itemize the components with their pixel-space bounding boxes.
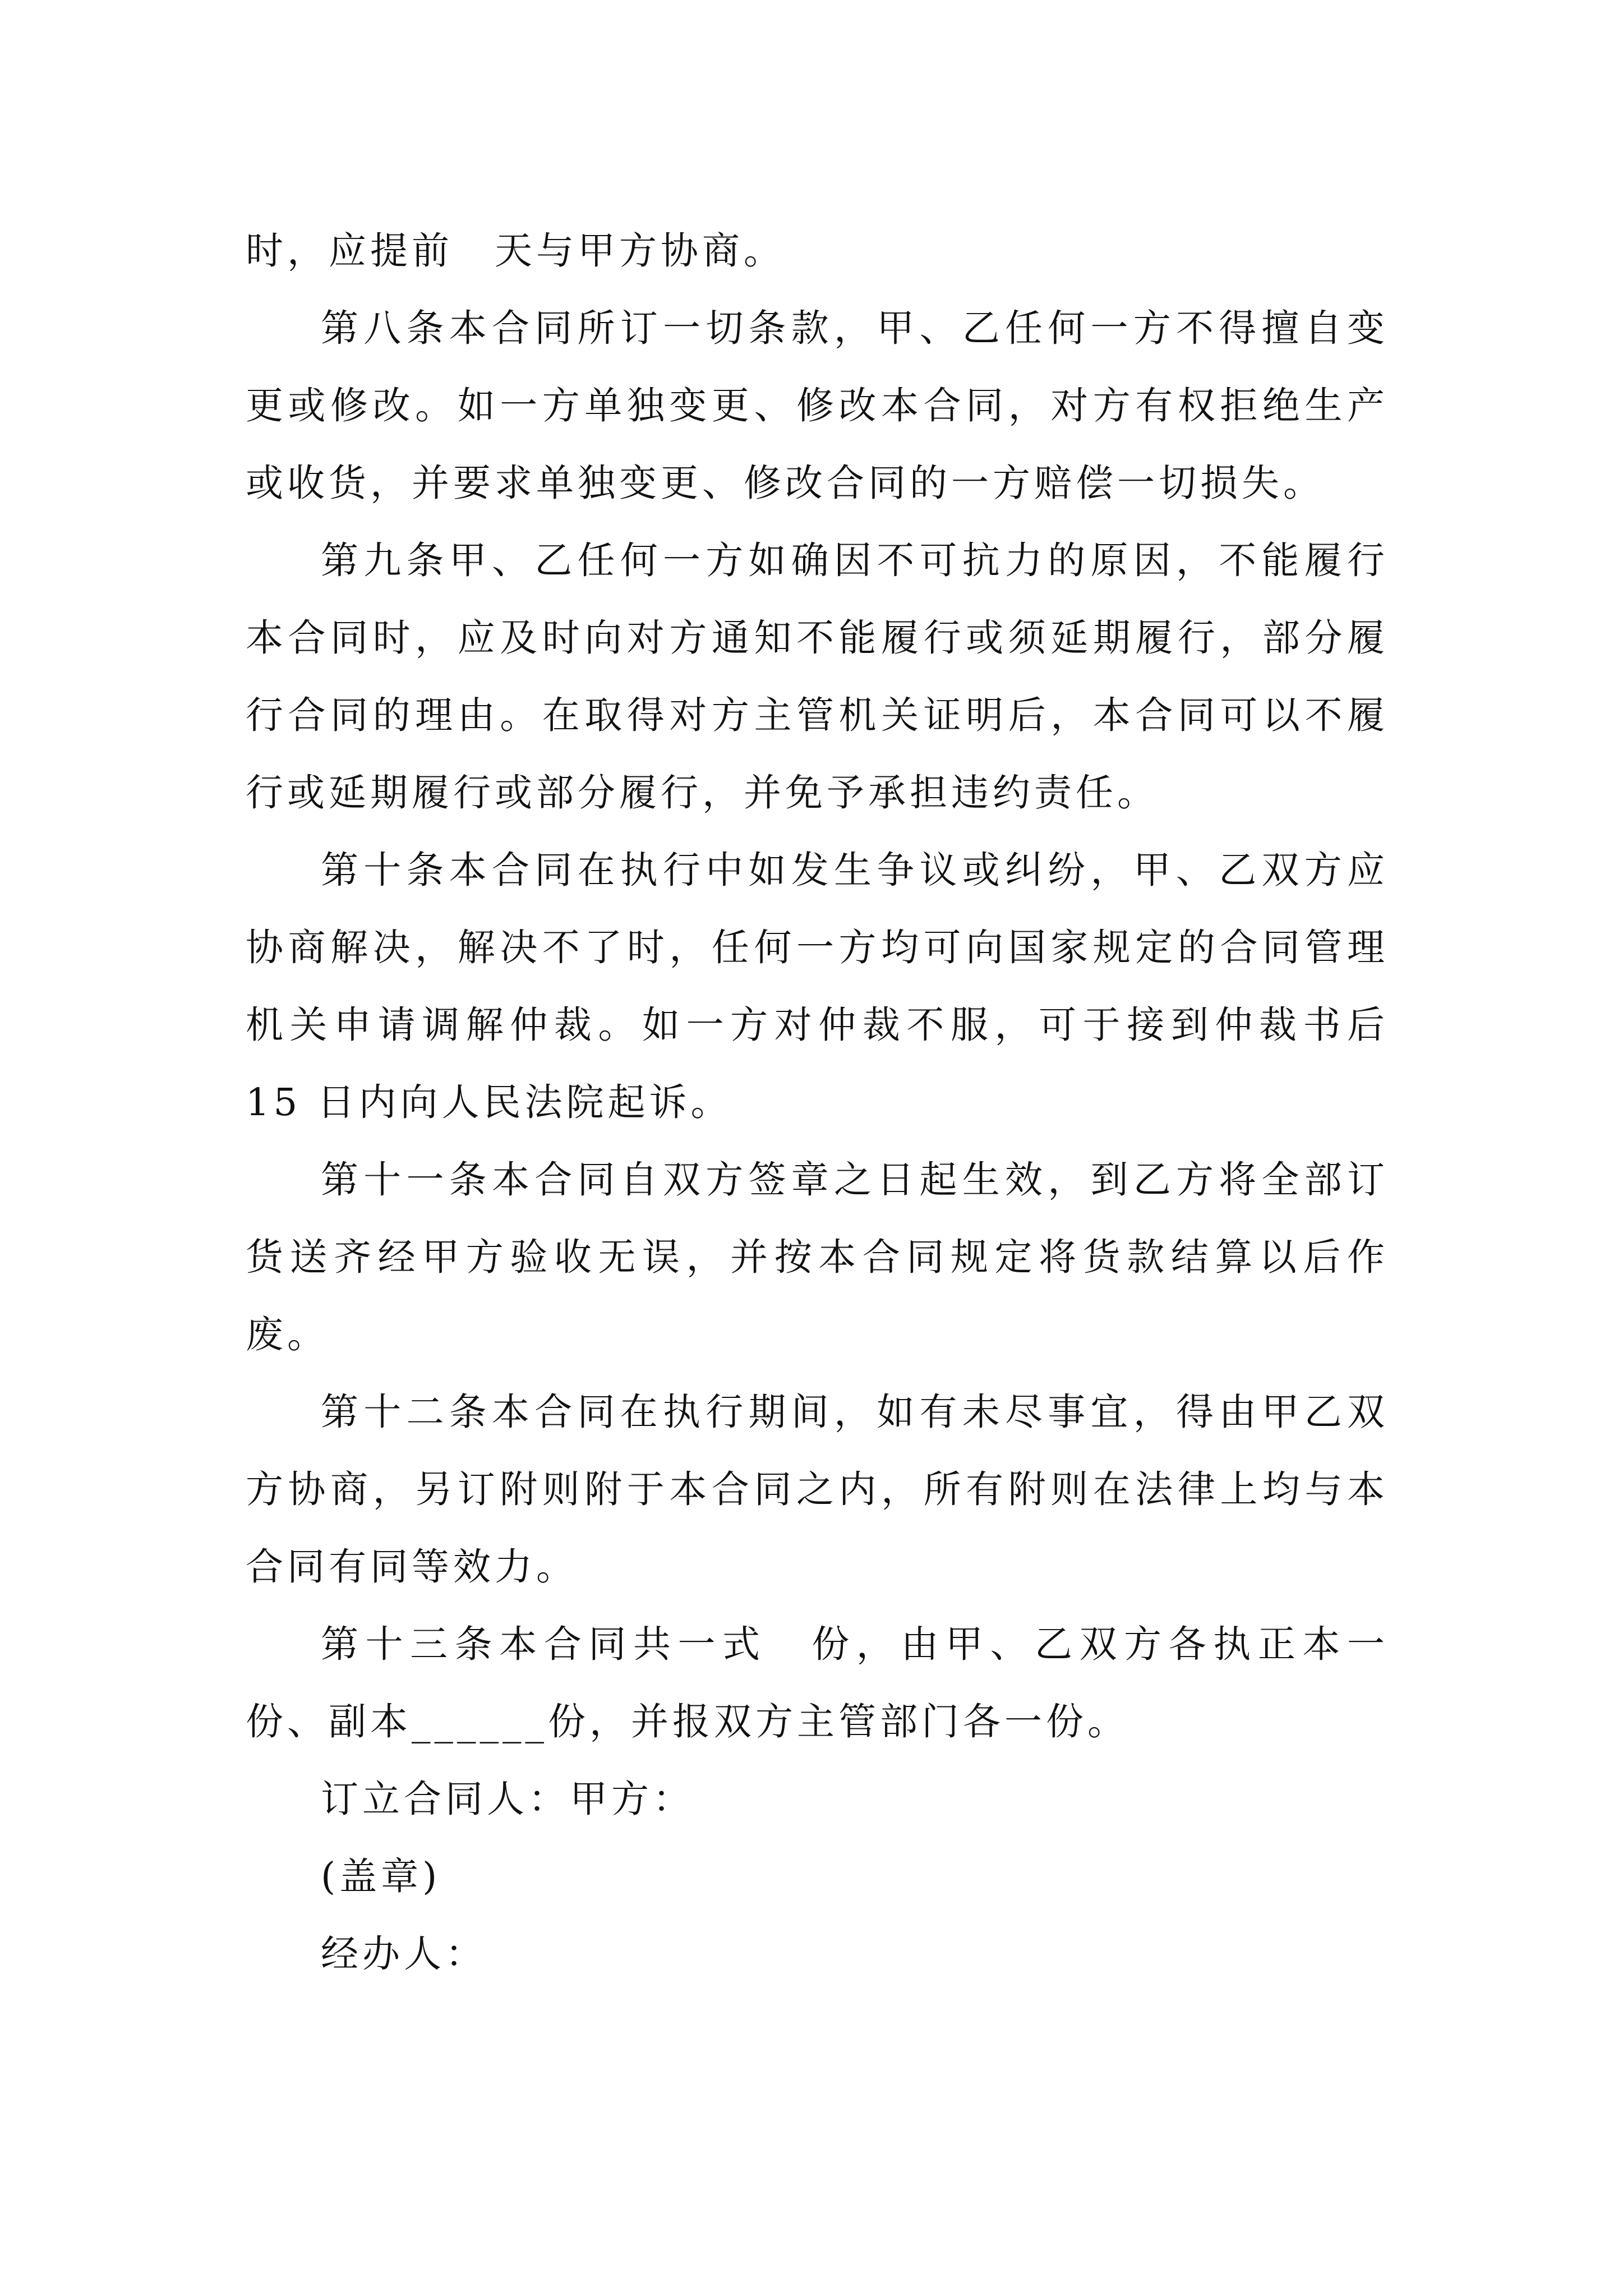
paragraph-article-10: 第十条本合同在执行中如发生争议或纠纷，甲、乙双方应协商解决，解决不了时，任何一方均可向国家规定的合同管理机关申请调解仲裁。如一方对仲裁不服，可于接到仲裁书后 15 日内向人民法院起诉。 [246, 848, 1389, 1124]
document-body [246, 212, 1389, 1993]
paragraph-article-8: 第八条本合同所订一切条款，甲、乙任何一方不得擅自变更或修改。如一方单独变更、修改本合同，对方有权拒绝生产或收货，并要求单独变更、修改合同的一方赔偿一切损失。 [246, 306, 1389, 505]
paragraph-article-9: 第九条甲、乙任何一方如确因不可抗力的原因，不能履行本合同时，应及时向对方通知不能履行或须延期履行，部分履行合同的理由。在取得对方主管机关证明后，本合同可以不履行或延期履行或部分履行，并免予承担违约责任。 [246, 539, 1389, 815]
paragraph-article-11: 第十一条本合同自双方签章之日起生效，到乙方将全部订货送齐经甲方验收无误，并按本合同规定将货款结算以后作废。 [246, 1158, 1389, 1356]
paragraph-article-12: 第十二条本合同在执行期间，如有未尽事宜，得由甲乙双方协商，另订附则附于本合同之内，所有附则在法律上均与本合同有同等效力。 [246, 1390, 1389, 1589]
paragraph-continuation: 时，应提前 天与甲方协商。 [246, 229, 785, 273]
handler-label: 经办人： [321, 1932, 487, 1976]
seal-note: (盖章) [321, 1855, 441, 1898]
paragraph-article-13: 第十三条本合同共一式 份，由甲、乙双方各执正本一份、副本______份，并报双方主管部门各一份。 [246, 1622, 1389, 1743]
signatory-party-a: 订立合同人：甲方： [321, 1777, 694, 1821]
